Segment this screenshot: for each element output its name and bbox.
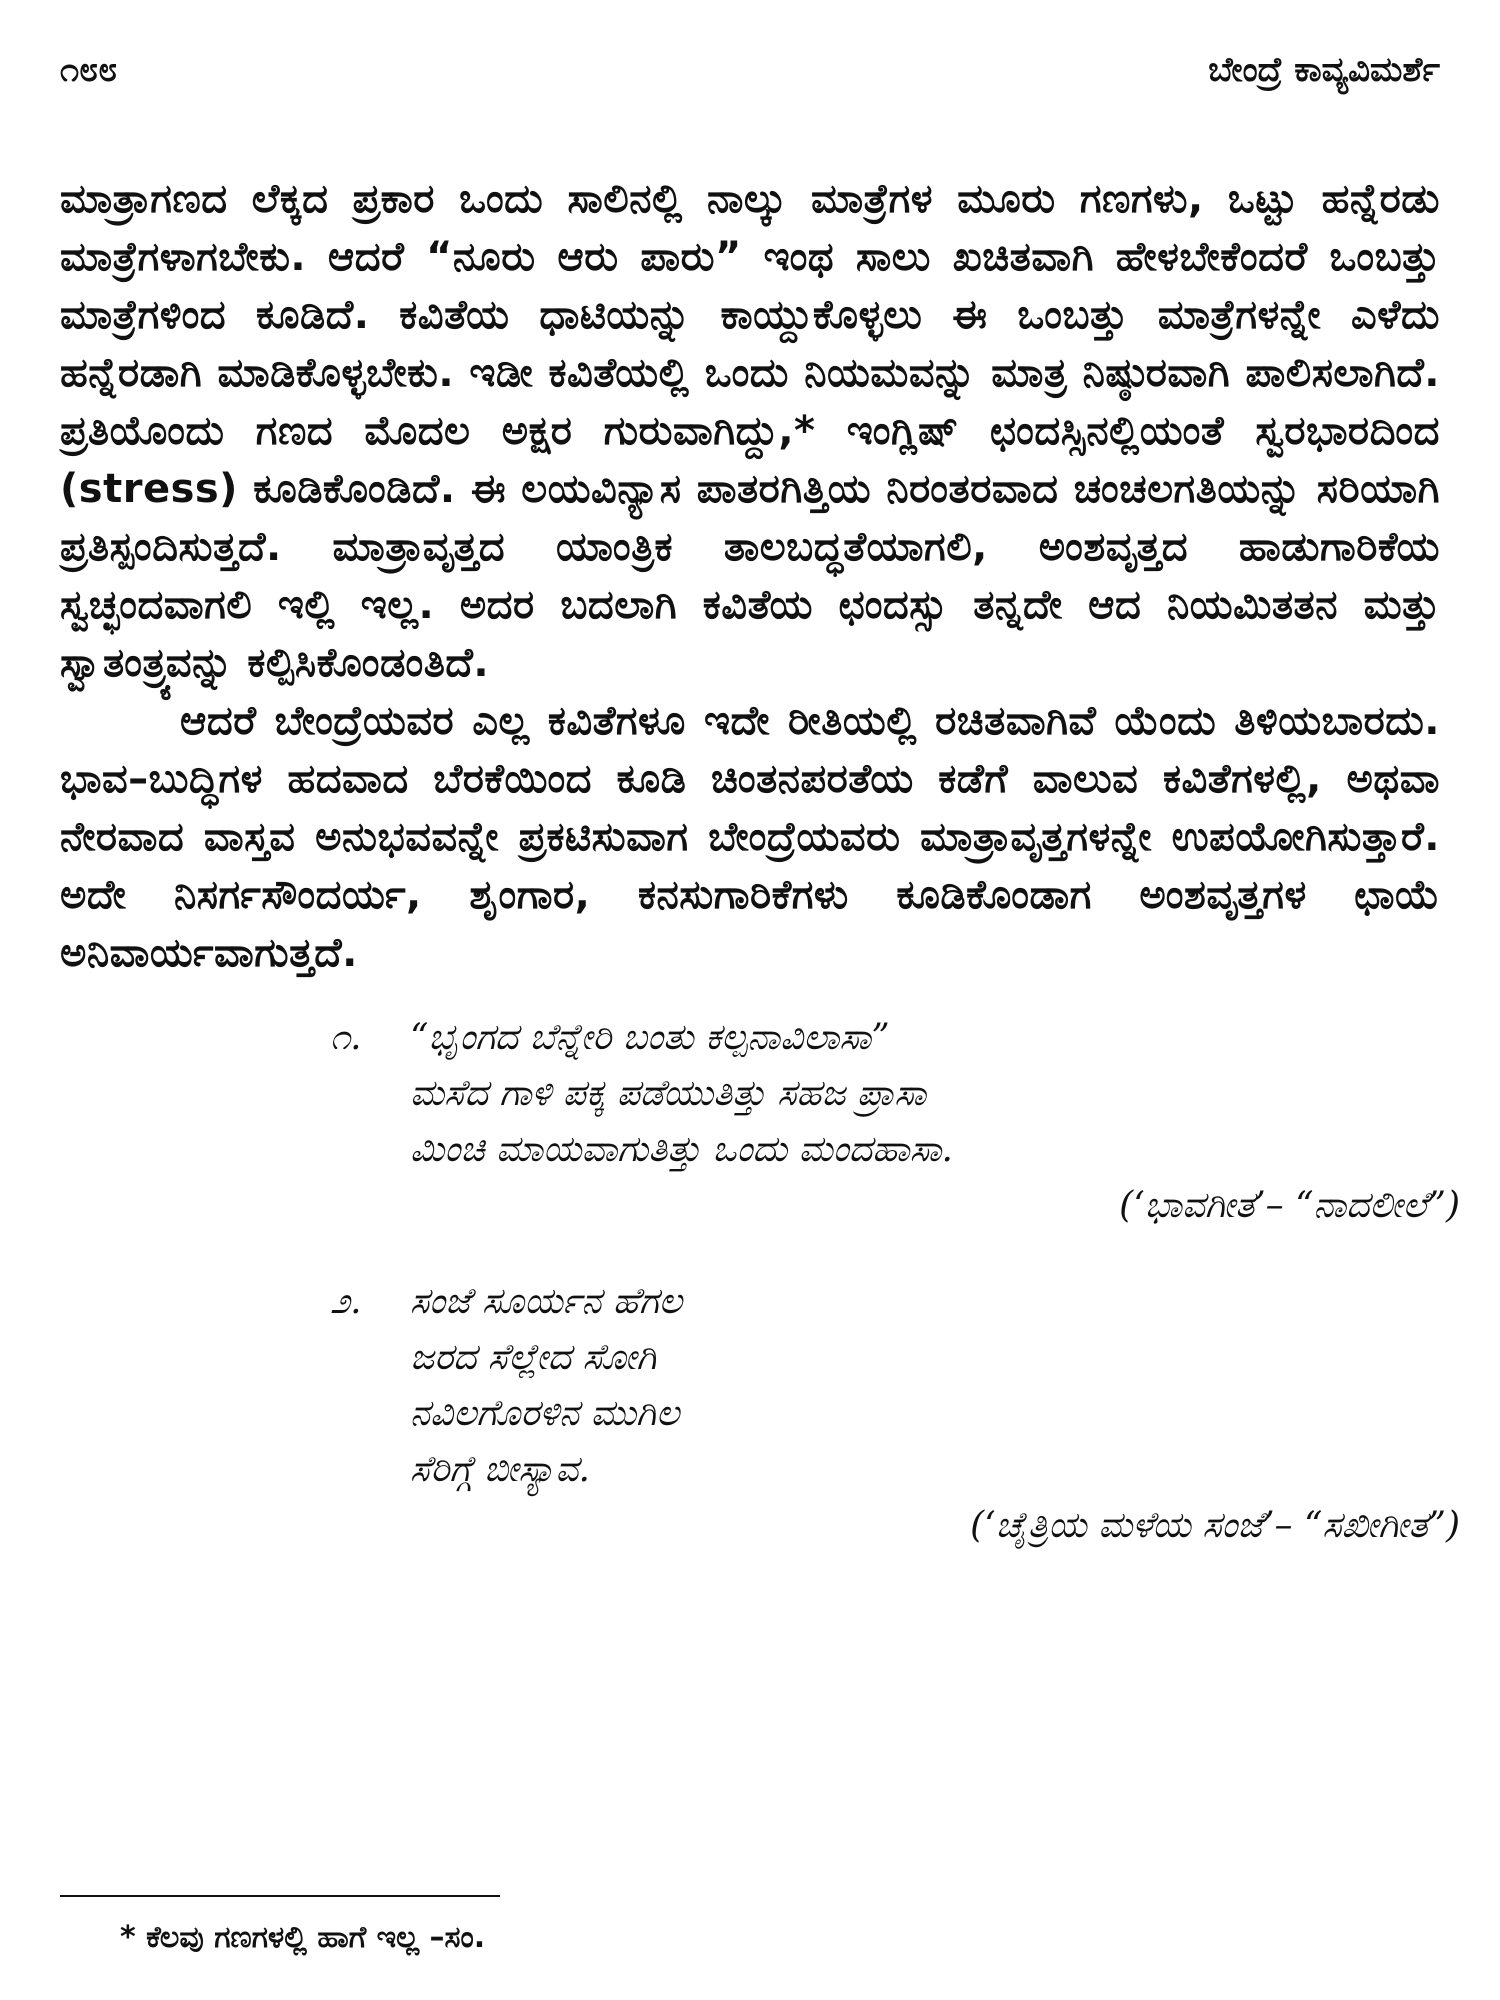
- page-header: [60, 50, 1440, 130]
- paragraph-2: ಆದರೆ ಬೇಂದ್ರೆಯವರ ಎಲ್ಲ ಕವಿತೆಗಳೂ ಇದೇ ರೀತಿಯಲ್ಲಿ ರಚಿತವಾಗಿವೆ ಯೆಂದು ತಿಳಿಯಬಾರದು. ಭಾವ–ಬುದ್ಧಿಗಳ ಹದವಾದ ಬೆರಕೆಯಿಂದ ಕೂಡಿ ಚಿಂತನಪರತೆಯ ಕಡೆಗೆ ವಾಲುವ ಕವಿತೆಗಳಲ್ಲಿ, ಅಥವಾ ನೇರವಾದ ವಾಸ್ತವ ಅನುಭವವನ್ನೇ ಪ್ರಕಟಿಸುವಾಗ ಬೇಂದ್ರೆಯವರು ಮಾತ್ರಾವೃತ್ತಗಳನ್ನೇ ಉಪಯೋಗಿಸುತ್ತಾರೆ. ಅದೇ ನಿಸರ್ಗಸೌಂದರ್ಯ, ಶೃಂಗಾರ, ಕನಸುಗಾರಿಕೆಗಳು ಕೂಡಿಕೊಂಡಾಗ ಅಂಶವೃತ್ತಗಳ ಛಾಯೆ ಅನಿವಾರ್ಯವಾಗುತ್ತದೆ.: [60, 698, 1440, 976]
- poem-quote-1: [330, 1010, 1470, 1234]
- poem-line: ಮಿಂಚಿ ಮಾಯವಾಗುತಿತ್ತು ಒಂದು ಮಂದಹಾಸಾ.: [410, 1129, 954, 1170]
- poem-line: ಮಸೆದ ಗಾಳಿ ಪಕ್ಕ ಪಡೆಯುತಿತ್ತು ಸಹಜ ಪ್ರಾಸಾ: [410, 1073, 927, 1114]
- poem-number: ೨.: [330, 1281, 362, 1322]
- poem-citation: (‘ಚೈತ್ರಿಯ ಮಳೆಯ ಸಂಜೆ’– “ಸಖೀಗೀತ”): [970, 1505, 1460, 1546]
- paragraph-1: ಮಾತ್ರಾಗಣದ ಲೆಕ್ಕದ ಪ್ರಕಾರ ಒಂದು ಸಾಲಿನಲ್ಲಿ ನಾಲ್ಕು ಮಾತ್ರೆಗಳ ಮೂರು ಗಣಗಳು, ಒಟ್ಟು ಹನ್ನೆರಡು ಮಾತ್ರೆಗಳಾಗಬೇಕು. ಆದರೆ “ನೂರು ಆರು ಪಾರು” ಇಂಥ ಸಾಲು ಖಚಿತವಾಗಿ ಹೇಳಬೇಕೆಂದರೆ ಒಂಬತ್ತು ಮಾತ್ರೆಗಳಿಂದ ಕೂಡಿದೆ. ಕವಿತೆಯ ಧಾಟಿಯನ್ನು ಕಾಯ್ದುಕೊಳ್ಳಲು ಈ ಒಂಬತ್ತು ಮಾತ್ರೆಗಳನ್ನೇ ಎಳೆದು ಹನ್ನೆರಡಾಗಿ ಮಾಡಿಕೊಳ್ಳಬೇಕು. ಇಡೀ ಕವಿತೆಯಲ್ಲಿ ಒಂದು ನಿಯಮವನ್ನು ಮಾತ್ರ ನಿಷ್ಠುರವಾಗಿ ಪಾಲಿಸಲಾಗಿದೆ. ಪ್ರತಿಯೊಂದು ಗಣದ ಮೊದಲ ಅಕ್ಷರ ಗುರುವಾಗಿದ್ದು,* ಇಂಗ್ಲಿಷ್ ಛಂದಸ್ಸಿನಲ್ಲಿಯಂತೆ ಸ್ವರಭಾರದಿಂದ (stress) ಕೂಡಿಕೊಂಡಿದೆ. ಈ ಲಯವಿನ್ಯಾಸ ಪಾತರಗಿತ್ತಿಯ ನಿರಂತರವಾದ ಚಂಚಲಗತಿಯನ್ನು ಸರಿಯಾಗಿ ಪ್ರತಿಸ್ಪಂದಿಸುತ್ತದೆ. ಮಾತ್ರಾವೃತ್ತದ ಯಾಂತ್ರಿಕ ತಾಲಬದ್ಧತೆಯಾಗಲಿ, ಅಂಶವೃತ್ತದ ಹಾಡುಗಾರಿಕೆಯ ಸ್ವಚ್ಛಂದವಾಗಲಿ ಇಲ್ಲಿ ಇಲ್ಲ. ಅದರ ಬದಲಾಗಿ ಕವಿತೆಯ ಛಂದಸ್ಸು ತನ್ನದೇ ಆದ ನಿಯಮಿತತನ ಮತ್ತು ಸ್ವಾತಂತ್ರ್ಯವನ್ನು ಕಲ್ಪಿಸಿಕೊಂಡಂತಿದೆ.: [60, 176, 1440, 686]
- poem-first-line: ಸಂಜೆ ಸೂರ್ಯನ ಹೆಗಲ: [410, 1281, 683, 1322]
- body-text: [60, 170, 1440, 982]
- footnote: * ಕೆಲವು ಗಣಗಳಲ್ಲಿ ಹಾಗೆ ಇಲ್ಲ –ಸಂ.: [120, 1920, 486, 1955]
- poem-line: ಸೆರಿಗ್ಗೆ ಬೀಸ್ಯಾವ.: [410, 1449, 590, 1490]
- poem-line: [330, 1010, 1470, 1066]
- poem-line: ಜರದ ಸೆಲ್ಲೇದ ಸೋಗಿ: [410, 1337, 657, 1378]
- poem-citation: (‘ಭಾವಗೀತ’– “ನಾದಲೀಲೆ”): [1119, 1185, 1460, 1226]
- poem-number: ೧.: [330, 1017, 362, 1058]
- running-title: ಬೇಂದ್ರೆ ಕಾವ್ಯವಿಮರ್ಶೆ: [1208, 50, 1440, 90]
- poem-line: [330, 1274, 1470, 1330]
- footnote-divider: [60, 1895, 500, 1897]
- poem-line: ನವಿಲಗೊರಳಿನ ಮುಗಿಲ: [410, 1393, 680, 1434]
- page-number: ೧೮೮: [60, 50, 118, 90]
- poem-first-line: “ಭೃಂಗದ ಬೆನ್ನೇರಿ ಬಂತು ಕಲ್ಪನಾವಿಲಾಸಾ”: [410, 1017, 890, 1058]
- poem-quote-2: [330, 1274, 1470, 1554]
- poem-quotations: [60, 1010, 1460, 1554]
